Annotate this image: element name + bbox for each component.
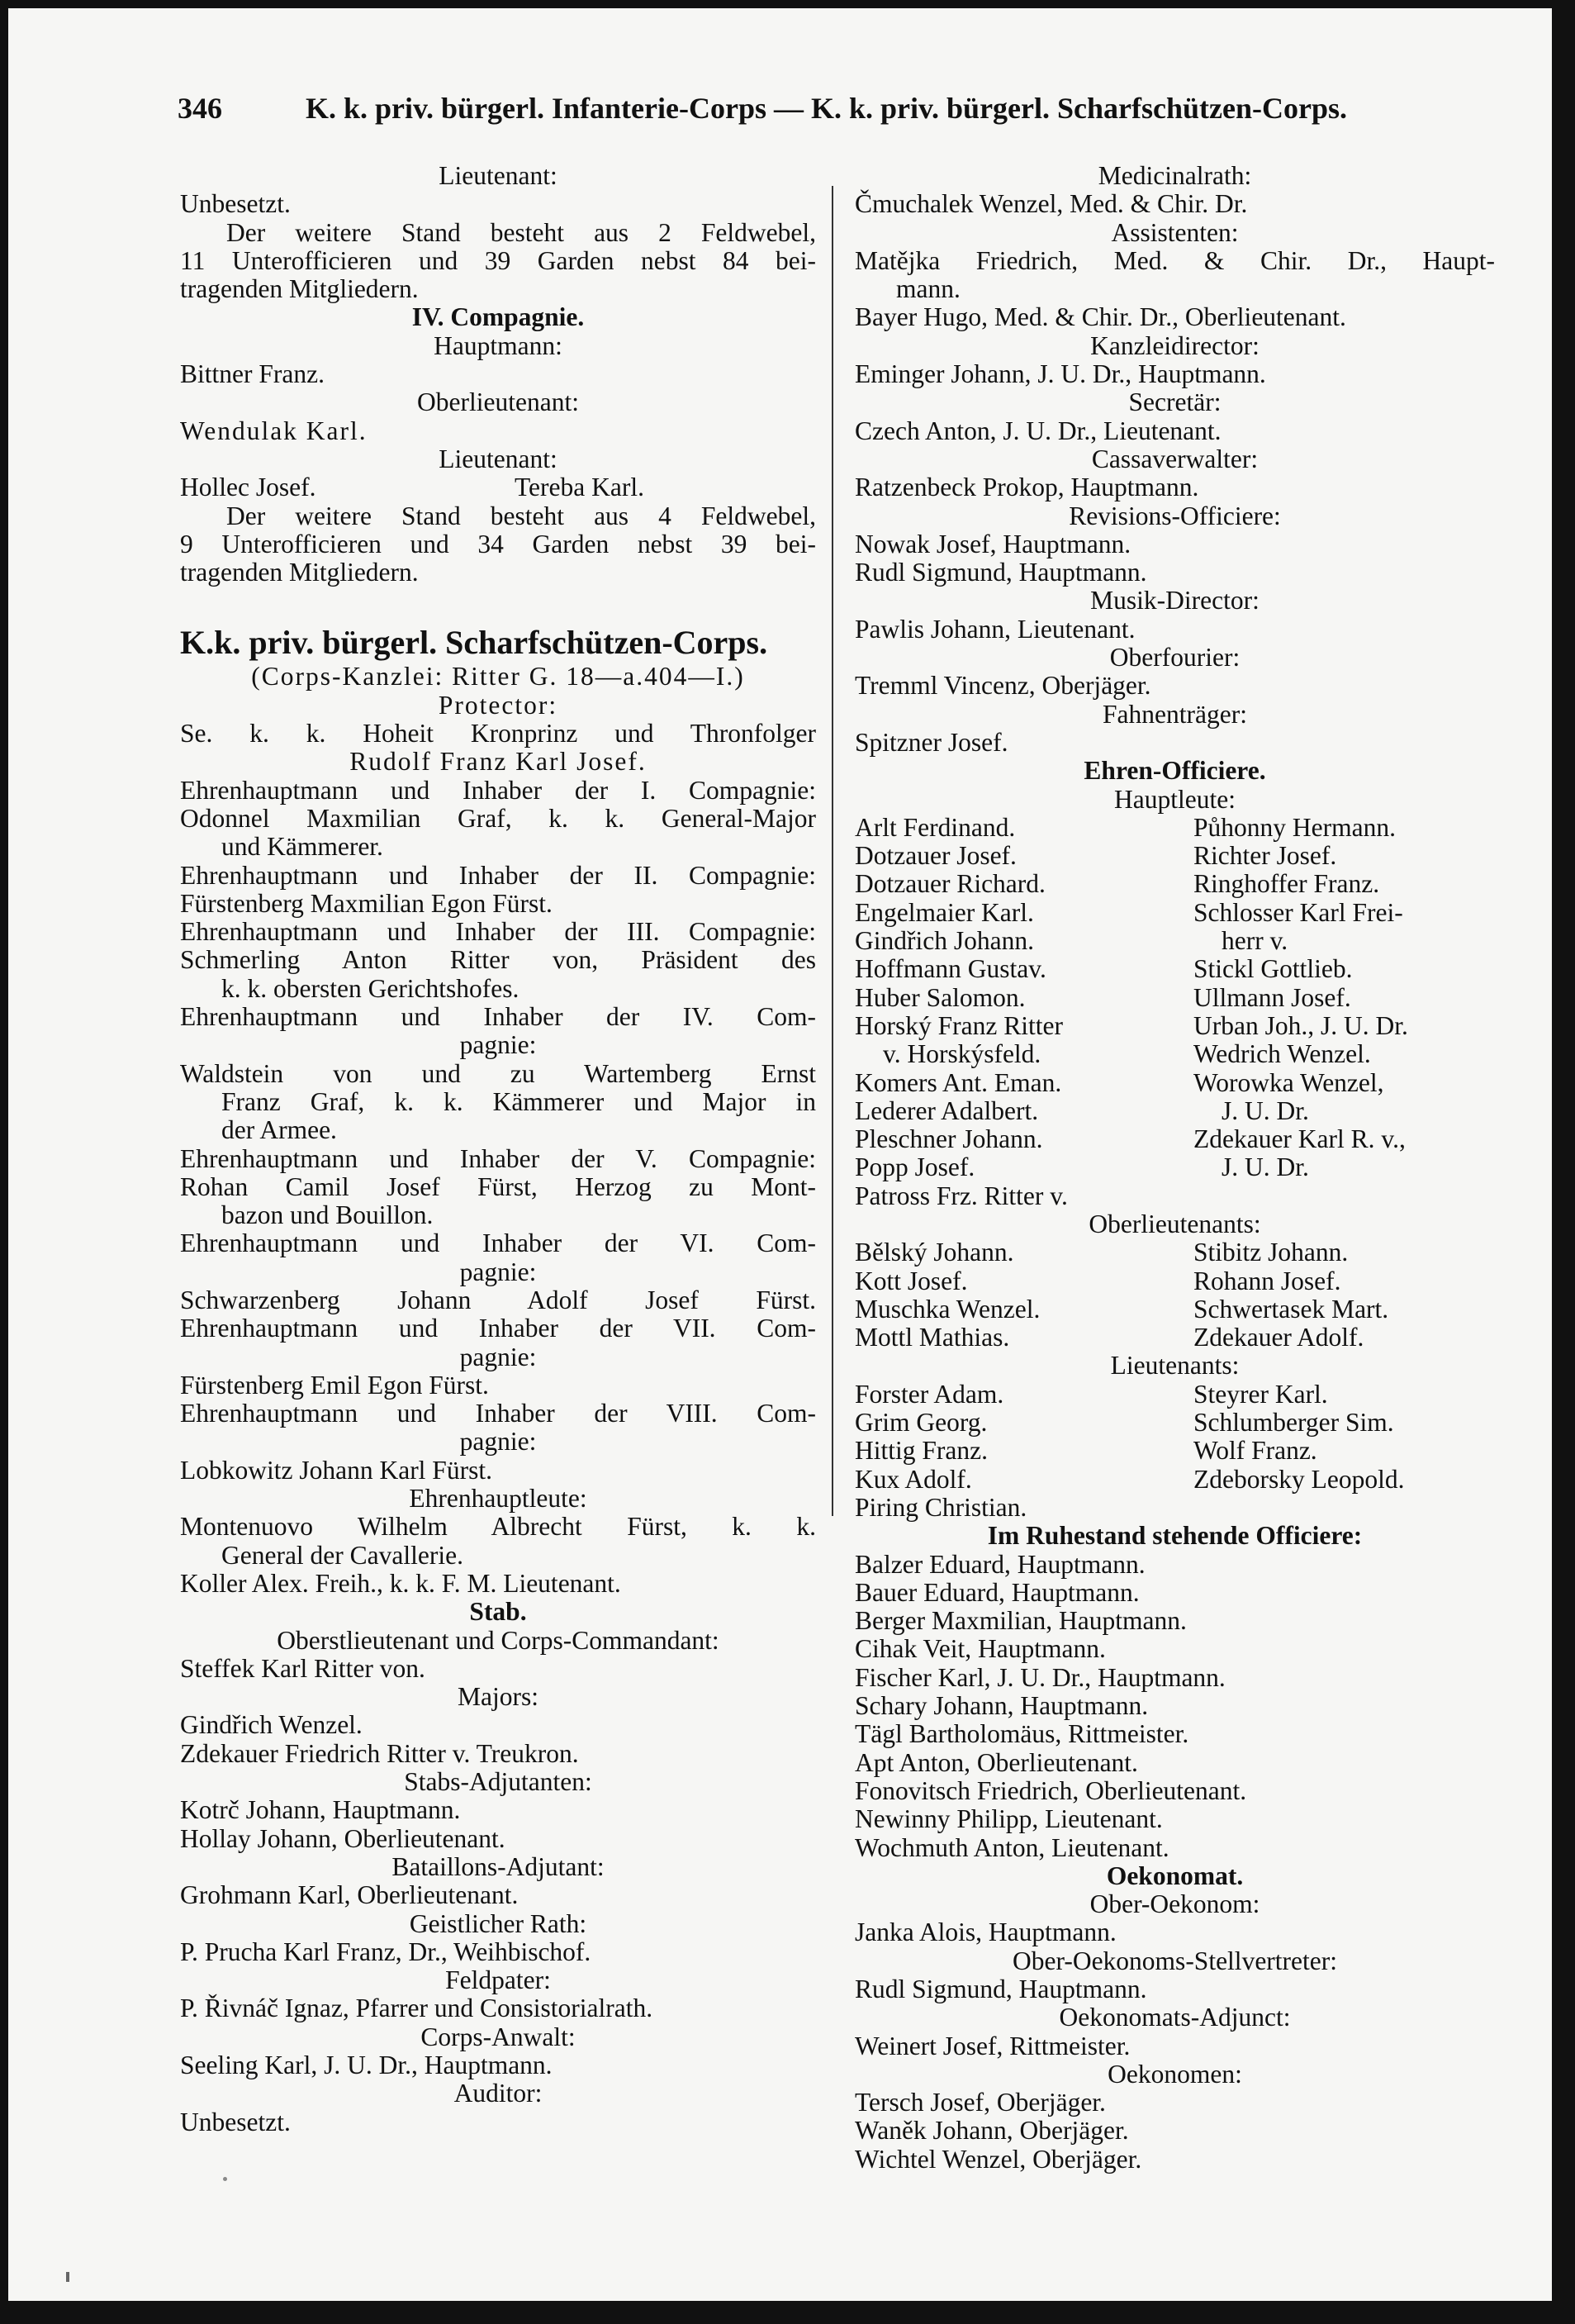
list-item: Dotzauer Richard. (855, 869, 1046, 899)
entry: Tremml Vincenz, Oberjäger. (855, 671, 1151, 701)
section-heading: Ehrenhauptmann und Inhaber der IV. Com- (180, 1002, 816, 1032)
section-heading: Oberlieutenant: (417, 387, 579, 417)
list-item: Muschka Wenzel. (855, 1294, 1041, 1324)
entry: Nowak Josef, Hauptmann. (855, 529, 1131, 558)
section-heading: Ehrenhauptmann und Inhaber der I. Compagnie: (180, 775, 816, 805)
entry: Steffek Karl Ritter von. (180, 1653, 425, 1683)
entry: Schwarzenberg Johann Adolf Josef Fürst. (180, 1285, 816, 1314)
entry: Tägl Bartholomäus, Rittmeister. (855, 1719, 1189, 1749)
left-column (180, 162, 816, 2136)
entry: Tereba Karl. (515, 473, 644, 502)
section-heading: Hauptleute: (1114, 784, 1236, 814)
entry: Grohmann Karl, Oberlieutenant. (180, 1880, 519, 1910)
entry: Kotrč Johann, Hauptmann. (180, 1795, 461, 1825)
list-item: Hoffmann Gustav. (855, 954, 1046, 984)
list-item: Hittig Franz. (855, 1436, 988, 1466)
list-item: Stickl Gottlieb. (1193, 954, 1353, 984)
list-item: Bělský Johann. (855, 1238, 1014, 1267)
paragraph-line: Der weitere Stand besteht aus 2 Feldwebel, (226, 217, 816, 247)
entry: Rudolf Franz Karl Josef. (349, 747, 647, 777)
section-heading: Oberlieutenants: (1089, 1209, 1261, 1238)
entry: General der Cavallerie. (221, 1540, 463, 1570)
entry: Tersch Josef, Oberjäger. (855, 2088, 1106, 2117)
retired-officers-heading: Im Ruhestand stehende Officiere: (987, 1521, 1363, 1551)
list-item: Wedrich Wenzel. (1193, 1039, 1371, 1069)
list-item: Schwertasek Mart. (1193, 1294, 1389, 1324)
entry: Eminger Johann, J. U. Dr., Hauptmann. (855, 359, 1266, 389)
list-item: Zdekauer Karl R. v., (1193, 1124, 1406, 1154)
entry: Cihak Veit, Hauptmann. (855, 1634, 1106, 1664)
speck-mark (223, 2177, 227, 2181)
entry: Zdekauer Friedrich Ritter v. Treukron. (180, 1738, 579, 1768)
entry: Ratzenbeck Prokop, Hauptmann. (855, 473, 1199, 502)
entry: Janka Alois, Hauptmann. (855, 1918, 1117, 1947)
section-heading: Fahnenträger: (1103, 699, 1247, 729)
hauptleute-list (855, 814, 1495, 1182)
section-heading: pagnie: (459, 1342, 537, 1371)
list-item: Schlumberger Sim. (1193, 1408, 1394, 1438)
section-heading: Secretär: (1128, 387, 1222, 417)
section-heading: Oberstlieutenant und Corps-Commandant: (277, 1625, 719, 1655)
entry: Fischer Karl, J. U. Dr., Hauptmann. (855, 1662, 1226, 1692)
list-item: Půhonny Hermann. (1193, 812, 1396, 842)
list-item: Stibitz Johann. (1193, 1238, 1349, 1267)
entry: mann. (896, 274, 961, 304)
column-divider (832, 186, 833, 1516)
section-heading: Majors: (458, 1682, 538, 1712)
entry: Apt Anton, Oberlieutenant. (855, 1747, 1138, 1777)
list-item: Piring Christian. (855, 1492, 1027, 1522)
list-item: v. Horskýsfeld. (883, 1039, 1041, 1069)
list-item: J. U. Dr. (1222, 1152, 1309, 1182)
entry: Koller Alex. Freih., k. k. F. M. Lieutenant. (180, 1568, 621, 1598)
section-heading: pagnie: (459, 1427, 537, 1457)
running-title: K. k. priv. bürgerl. Infanterie-Corps — K. k. priv. bürgerl. Scharfschützen-Corps. (306, 92, 1347, 125)
oberlieutenants-list (855, 1238, 1495, 1352)
section-heading: Ehrenhauptmann und Inhaber der VII. Com- (180, 1314, 816, 1343)
entry: Matějka Friedrich, Med. & Chir. Dr., Haupt- (855, 245, 1495, 275)
section-heading: Ehrenhauptleute: (409, 1484, 587, 1514)
section-heading: Ehrenhauptmann und Inhaber der II. Compagnie: (180, 860, 816, 890)
entry: Gindřich Wenzel. (180, 1710, 363, 1740)
list-item: Gindřich Johann. (855, 926, 1034, 956)
entry: Waldstein von und zu Wartemberg Ernst (180, 1058, 816, 1088)
section-heading: Ehrenhauptmann und Inhaber der VIII. Com- (180, 1399, 816, 1428)
entry: Rudl Sigmund, Hauptmann. (855, 558, 1147, 587)
section-heading: Bataillons-Adjutant: (391, 1851, 605, 1881)
list-item: Richter Josef. (1193, 841, 1337, 871)
section-heading: Medicinalrath: (1098, 161, 1252, 190)
list-item: Rohann Josef. (1193, 1266, 1341, 1295)
entry: Montenuovo Wilhelm Albrecht Fürst, k. k. (180, 1512, 816, 1542)
list-item: Horský Franz Ritter (855, 1010, 1063, 1040)
entry: Rohan Camil Josef Fürst, Herzog zu Mont- (180, 1172, 816, 1201)
list-item: Huber Salomon. (855, 982, 1026, 1012)
section-heading: Oberfourier: (1109, 643, 1241, 672)
entry: Spitzner Josef. (855, 727, 1008, 757)
right-column (855, 162, 1495, 2174)
entry: Pawlis Johann, Lieutenant. (855, 614, 1136, 644)
entry: Wichtel Wenzel, Oberjäger. (855, 2144, 1142, 2174)
entry: Wochmuth Anton, Lieutenant. (855, 1832, 1169, 1862)
section-heading: Revisions-Officiere: (1069, 501, 1281, 530)
section-heading: Ehrenhauptmann und Inhaber der III. Compagnie: (180, 917, 816, 947)
honorary-officers-heading: Ehren-Officiere. (1084, 756, 1266, 786)
entry: Lobkowitz Johann Karl Fürst. (180, 1455, 492, 1485)
section-heading: Oekonomen: (1108, 2059, 1242, 2089)
paragraph-line: tragenden Mitgliedern. (180, 558, 419, 587)
entry: Waněk Johann, Oberjäger. (855, 2116, 1129, 2146)
entry: P. Řivnáč Ignaz, Pfarrer und Consistorialrath. (180, 1994, 653, 2023)
page-header (178, 91, 1416, 132)
section-heading: Lieutenant: (439, 161, 557, 190)
entry: Wendulak Karl. (180, 416, 368, 445)
section-heading: Ehrenhauptmann und Inhaber der V. Compagnie: (180, 1143, 816, 1173)
paragraph-line: Der weitere Stand besteht aus 4 Feldwebel, (226, 501, 816, 530)
list-item: Schlosser Karl Frei- (1193, 897, 1403, 927)
entry: k. k. obersten Gerichtshofes. (221, 973, 519, 1003)
entry: Schmerling Anton Ritter von, Präsident des (180, 945, 816, 975)
entry: Berger Maxmilian, Hauptmann. (855, 1606, 1187, 1636)
section-heading: Ober-Oekonoms-Stellvertreter: (1013, 1946, 1337, 1975)
section-heading: Kanzleidirector: (1090, 330, 1260, 360)
entry: P. Prucha Karl Franz, Dr., Weihbischof. (180, 1937, 591, 1966)
section-heading: Auditor: (453, 2079, 543, 2108)
list-item: Pleschner Johann. (855, 1124, 1043, 1154)
section-heading: Lieutenants: (1110, 1351, 1240, 1381)
entry: Newinny Philipp, Lieutenant. (855, 1804, 1163, 1834)
entry-pair (180, 473, 816, 501)
paragraph-line: 11 Unterofficieren und 39 Garden nebst 84 bei- (180, 245, 816, 275)
list-item: Worowka Wenzel, (1193, 1067, 1384, 1097)
section-heading: Feldpater: (445, 1965, 551, 1995)
entry: Czech Anton, J. U. Dr., Lieutenant. (855, 416, 1222, 445)
paragraph-line: Se. k. k. Hoheit Kronprinz und Thronfolger (180, 719, 816, 749)
entry: Rudl Sigmund, Hauptmann. (855, 1975, 1147, 2003)
section-heading: Corps-Anwalt: (420, 2022, 576, 2051)
list-item: herr v. (1222, 926, 1288, 956)
economat-heading: Oekonomat. (1106, 1861, 1244, 1890)
entry: Schary Johann, Hauptmann. (855, 1691, 1149, 1721)
list-item: Wolf Franz. (1193, 1436, 1317, 1466)
entry: Bayer Hugo, Med. & Chir. Dr., Oberlieutenant. (855, 302, 1346, 332)
page-number: 346 (178, 92, 222, 125)
section-heading: Assistenten: (1111, 217, 1239, 247)
entry: Fürstenberg Maxmilian Egon Fürst. (180, 888, 553, 918)
list-item: Steyrer Karl. (1193, 1379, 1328, 1409)
speck-mark (66, 2272, 69, 2282)
section-heading: Protector: (438, 690, 558, 720)
list-item: Engelmaier Karl. (855, 897, 1034, 927)
entry: Seeling Karl, J. U. Dr., Hauptmann. (180, 2051, 553, 2079)
list-item: Ringhoffer Franz. (1193, 869, 1380, 899)
section-heading: Musik-Director: (1090, 586, 1260, 615)
list-item: Lederer Adalbert. (855, 1095, 1039, 1125)
section-heading: pagnie: (459, 1257, 537, 1286)
list-item: Mottl Mathias. (855, 1323, 1010, 1352)
entry: Bittner Franz. (180, 359, 325, 389)
paragraph-line: 9 Unterofficieren und 34 Garden nebst 39 bei- (180, 529, 816, 558)
section-heading: Stabs-Adjutanten: (404, 1767, 592, 1797)
list-item: Dotzauer Josef. (855, 841, 1017, 871)
lieutenants-list (855, 1381, 1495, 1494)
list-item: Arlt Ferdinand. (855, 812, 1016, 842)
entry: Unbesetzt. (180, 189, 291, 219)
staff-heading: Stab. (469, 1597, 527, 1627)
entry: Čmuchalek Wenzel, Med. & Chir. Dr. (855, 189, 1248, 219)
section-heading: Lieutenant: (439, 444, 557, 473)
list-item: Zdekauer Adolf. (1193, 1323, 1364, 1352)
section-heading: pagnie: (459, 1030, 537, 1060)
section-heading: Ehrenhauptmann und Inhaber der VI. Com- (180, 1229, 816, 1258)
entry: Bauer Eduard, Hauptmann. (855, 1577, 1140, 1607)
corps-title: K.k. priv. bürgerl. Scharfschützen-Corps. (180, 624, 768, 662)
section-heading: Cassaverwalter: (1091, 444, 1259, 473)
section-heading: Oekonomats-Adjunct: (1059, 2003, 1291, 2032)
list-item: Kott Josef. (855, 1266, 968, 1295)
entry: Unbesetzt. (180, 2107, 291, 2136)
list-item: Komers Ant. Eman. (855, 1067, 1062, 1097)
entry: Balzer Eduard, Hauptmann. (855, 1549, 1146, 1579)
list-item: J. U. Dr. (1222, 1095, 1309, 1125)
company-heading: IV. Compagnie. (411, 302, 585, 332)
list-item: Popp Josef. (855, 1152, 975, 1182)
list-item: Urban Joh., J. U. Dr. (1193, 1010, 1408, 1040)
list-item: Forster Adam. (855, 1379, 1004, 1409)
entry: Franz Graf, k. k. Kämmerer und Major in (221, 1086, 816, 1116)
paragraph-line: tragenden Mitgliedern. (180, 274, 419, 304)
corps-office: (Corps-Kanzlei: Ritter G. 18—a.404—I.) (251, 662, 745, 691)
entry: Weinert Josef, Rittmeister. (855, 2031, 1131, 2060)
entry: und Kämmerer. (221, 832, 383, 862)
section-heading: Geistlicher Rath: (409, 1908, 587, 1938)
list-item: Kux Adolf. (855, 1464, 972, 1494)
list-item: Grim Georg. (855, 1408, 988, 1438)
list-item: Zdeborsky Leopold. (1193, 1464, 1405, 1494)
entry: der Armee. (221, 1115, 337, 1145)
section-heading: Hauptmann: (434, 330, 562, 360)
list-item: Patross Frz. Ritter v. (855, 1181, 1068, 1210)
entry: Odonnel Maxmilian Graf, k. k. General-Major (180, 803, 816, 833)
section-heading: Ober-Oekonom: (1089, 1889, 1260, 1919)
entry: bazon und Bouillon. (221, 1200, 434, 1230)
entry: Fonovitsch Friedrich, Oberlieutenant. (855, 1775, 1247, 1805)
entry: Hollec Josef. (180, 473, 316, 502)
entry: Hollay Johann, Oberlieutenant. (180, 1823, 505, 1853)
entry: Fürstenberg Emil Egon Fürst. (180, 1370, 489, 1400)
list-item: Ullmann Josef. (1193, 982, 1351, 1012)
